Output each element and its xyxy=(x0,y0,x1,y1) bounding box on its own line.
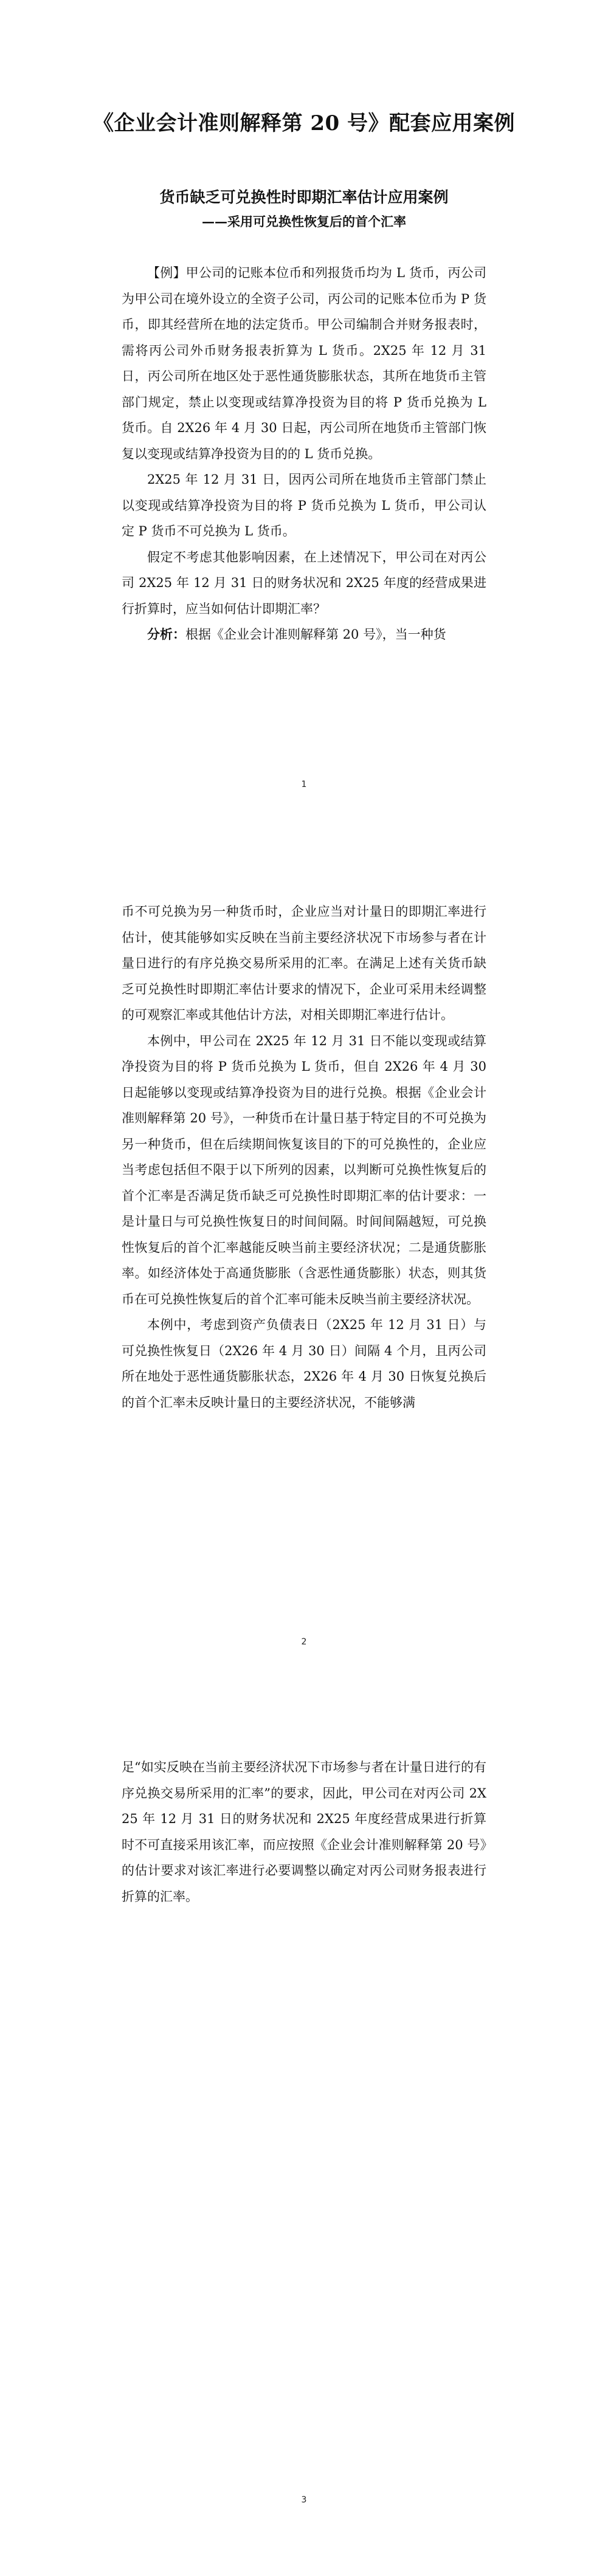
continued-paragraph: 足“如实反映在当前主要经济状况下市场参与者在计量日进行的有序兑换交易所采用的汇率”的要求，因此，甲公司在对丙公司 2X25 年 12 月 31 日的财务状况和 2X25 年度经营成果进行折算时不可直接采用该汇率，而应按照《企业会计准则解释第 20 号》的估计要求对该汇率进行必要调整以确定对丙公司财务报表进行折算的汇率。 xyxy=(122,1760,486,1904)
page-3 xyxy=(0,1716,608,2576)
analysis-text: 根据《企业会计准则解释第 20 号》，当一种货 xyxy=(185,627,446,642)
page-3-body xyxy=(122,1754,486,1909)
body-paragraph: 本例中，甲公司在 2X25 年 12 月 31 日不能以变现或结算净投资为目的将 P 货币兑换为 L 货币，但自 2X26 年 4 月 30 日起能够以变现或结算净投资为目的进行兑换。根据《企业会计准则解释第 20 号》，一种货币在计量日基于特定目的不可兑换为另一种货币，但在后续期间恢复该目的下的可兑换性的，企业应当考虑包括但不限于以下所列的因素，以判断可兑换性恢复后的首个汇率是否满足货币缺乏可兑换性时即期汇率的估计要求：一是计量日与可兑换性恢复日的时间间隔。时间间隔越短，可兑换性恢复后的首个汇率越能反映当前主要经济状况；二是通货膨胀率。如经济体处于高通货膨胀（含恶性通货膨胀）状态，则其货币在可兑换性恢复后的首个汇率可能未反映当前主要经济状况。 xyxy=(122,1033,486,1307)
case-subtitle: ——采用可兑换性恢复后的首个汇率 xyxy=(202,214,406,229)
continued-paragraph: 币不可兑换为另一种货币时，企业应当对计量日的即期汇率进行估计，使其能够如实反映在当前主要经济状况下市场参与者在计量日进行的有序兑换交易所采用的汇率。在满足上述有关货币缺乏可兑换性时即期汇率估计要求的情况下，企业可采用未经调整的可观察汇率或其他估计方法，对相关即期汇率进行估计。 xyxy=(122,904,486,1022)
case-title: 货币缺乏可兑换性时即期汇率估计应用案例 xyxy=(159,188,449,206)
analysis-label: 分析： xyxy=(147,627,185,642)
page-number: 3 xyxy=(301,2495,307,2505)
page-number: 1 xyxy=(301,780,307,789)
page-number: 2 xyxy=(301,1637,307,1647)
body-paragraph: 2X25 年 12 月 31 日，因丙公司所在地货币主管部门禁止以变现或结算净投资为目的将 P 货币兑换为 L 货币，甲公司认定 P 货币不可兑换为 L 货币。 xyxy=(122,472,486,538)
page-1-body xyxy=(122,260,486,648)
analysis-paragraph xyxy=(122,622,486,648)
example-paragraph: 【例】甲公司的记账本位币和列报货币均为 L 货币，丙公司为甲公司在境外设立的全资子公司，丙公司的记账本位币为 P 货币，即其经营所在地的法定货币。甲公司编制合并财务报表时，需将丙公司外币财务报表折算为 L 货币。2X25 年 12 月 31 日，丙公司所在地区处于恶性通货膨胀状态，其所在地货币主管部门规定，禁止以变现或结算净投资为目的将 P 货币兑换为 L 货币。自 2X26 年 4 月 30 日起，丙公司所在地货币主管部门恢复以变现或结算净投资为目的的 L 货币兑换。 xyxy=(122,266,486,461)
question-paragraph: 假定不考虑其他影响因素，在上述情况下，甲公司在对丙公司 2X25 年 12 月 31 日的财务状况和 2X25 年度的经营成果进行折算时，应当如何估计即期汇率？ xyxy=(122,549,486,616)
page-2-body xyxy=(122,899,486,1415)
page-2 xyxy=(0,858,608,1716)
document-title: 《企业会计准则解释第 20 号》配套应用案例 xyxy=(93,111,515,136)
page-1 xyxy=(0,0,608,858)
body-paragraph: 本例中，考虑到资产负债表日（2X25 年 12 月 31 日）与可兑换性恢复日（2X26 年 4 月 30 日）间隔 4 个月，且丙公司所在地处于恶性通货膨胀状态，2X26 年 4 月 30 日恢复兑换后的首个汇率未反映计量日的主要经济状况，不能够满 xyxy=(122,1317,486,1410)
